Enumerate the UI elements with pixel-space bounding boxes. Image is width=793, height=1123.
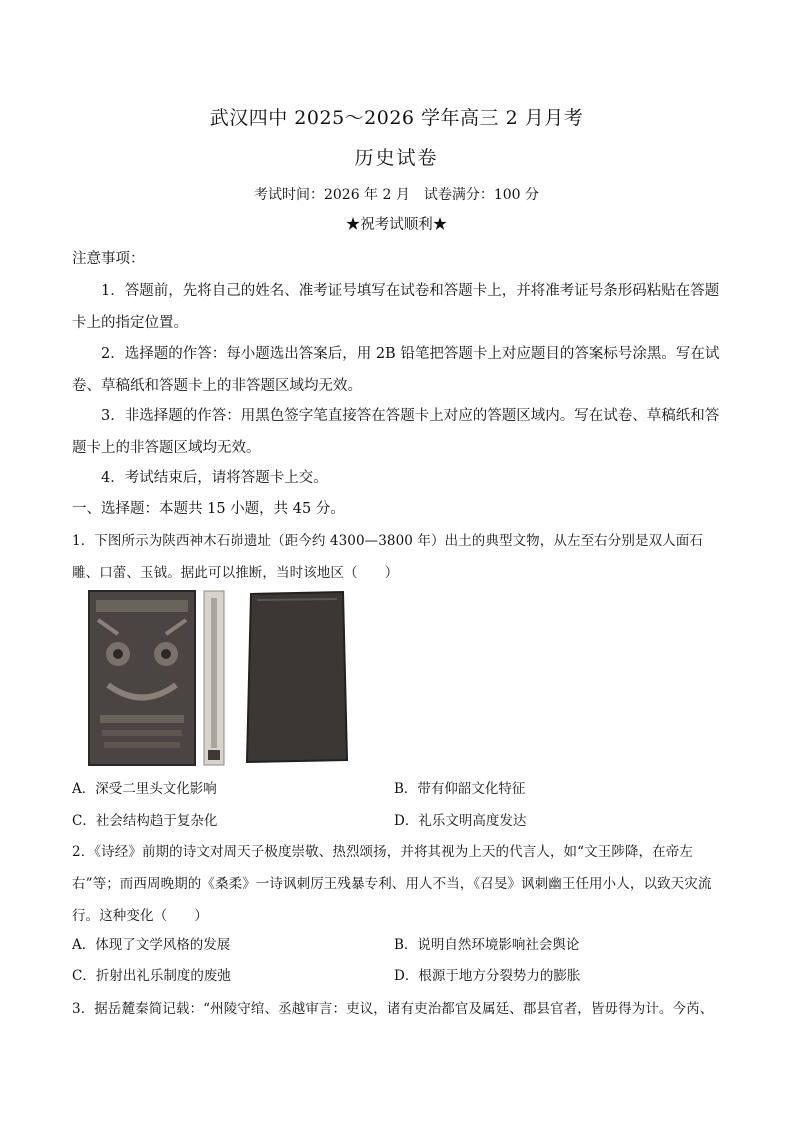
- exam-time: 考试时间：2026 年 2 月: [253, 187, 410, 203]
- jade-mouth-reed-photo: [202, 590, 226, 766]
- question-2-option-b: B．说明自然环境影响社会舆论: [394, 937, 580, 953]
- question-2-option-d: D．根源于地方分裂势力的膨胀: [394, 968, 581, 984]
- question-1-option-c: C．社会结构趋于复杂化: [72, 813, 218, 829]
- exam-title: 武汉四中 2025～2026 学年高三 2 月月考: [209, 107, 584, 129]
- exam-meta: [0, 183, 793, 207]
- full-score: 试卷满分：100 分: [423, 187, 540, 203]
- section-heading: 一、选择题：本题共 15 小题，共 45 分。: [72, 501, 345, 517]
- note-item-2: 2．选择题的作答：每小题选出答案后，用 2B 铅笔把答题卡上对应题目的答案标号涂黑。写在试卷、草稿纸和答题卡上的非答题区域均无效。: [72, 346, 720, 394]
- question-1-option-b: B．带有仰韶文化特征: [394, 781, 526, 797]
- question-2-option-c: C．折射出礼乐制度的废弛: [72, 968, 231, 984]
- question-3-stem: 3．据岳麓秦简记载：“州陵守绾、丞越审言：吏议，诸有吏治都官及属廷、郡县官者，皆毋得为计。今芮、: [72, 1001, 714, 1017]
- question-1-stem: 1．下图所示为陕西神木石峁遗址（距今约 4300—3800 年）出土的典型文物，从左至右分别是双人面石雕、口蕾、玉钺。据此可以推断，当时该地区（ ）: [72, 533, 703, 581]
- note-item-3: 3．非选择题的作答：用黑色签字笔直接答在答题卡上对应的答题区域内。写在试卷、草稿纸和答题卡上的非答题区域均无效。: [72, 408, 720, 456]
- notes-heading: 注意事项：: [72, 251, 145, 267]
- question-1-option-d: D．礼乐文明高度发达: [394, 813, 527, 829]
- question-2-option-a: A．体现了文学风格的发展: [72, 937, 231, 953]
- double-face-stone-carving-photo: [88, 590, 196, 766]
- question-1-option-a: A．深受二里头文化影响: [72, 781, 217, 797]
- jade-axe-photo: [243, 590, 351, 766]
- good-luck-line: ★祝考试顺利★: [345, 217, 448, 233]
- exam-subject: 历史试卷: [354, 147, 439, 169]
- question-2-stem: 2．《诗经》前期的诗文对周天子极度崇敬、热烈颂扬，并将其视为上天的代言人，如“文王陟降，在帝左右”等；而西周晚期的《桑柔》一诗讽刺厉王残暴专利、用人不当，《召旻》讽刺幽王任用小人，以致天灾流行。这种变化（ ）: [72, 844, 712, 924]
- note-item-4: 4．考试结束后，请将答题卡上交。: [101, 470, 328, 486]
- note-item-1: 1．答题前，先将自己的姓名、准考证号填写在试卷和答题卡上，并将准考证号条形码粘贴在答题卡上的指定位置。: [72, 283, 720, 331]
